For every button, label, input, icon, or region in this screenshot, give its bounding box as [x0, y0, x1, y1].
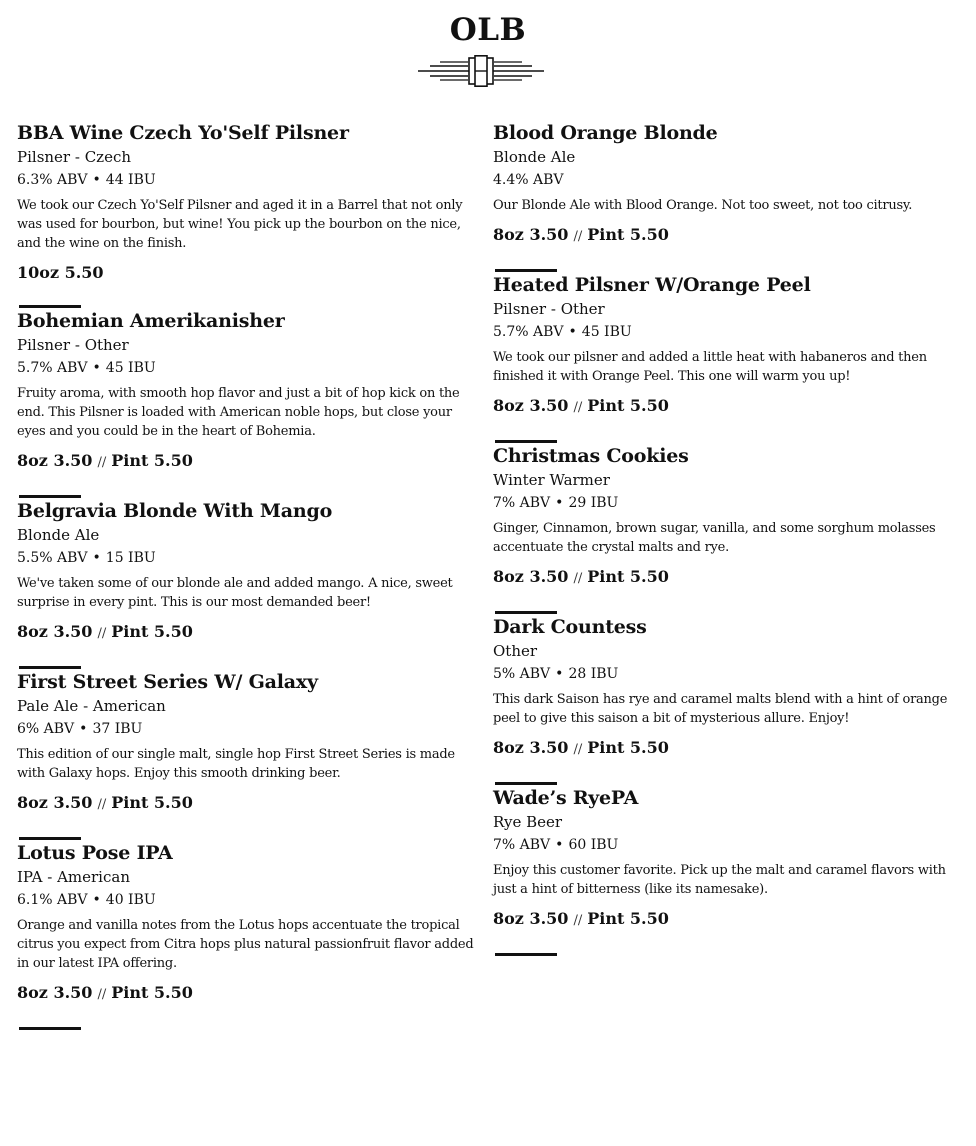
- beer-name: Blood Orange Blonde: [493, 122, 718, 144]
- beer-stats: [17, 546, 477, 570]
- beer-name: Heated Pilsner W/Orange Peel: [493, 274, 811, 296]
- beer-item: [493, 785, 953, 956]
- price-separator: //: [573, 913, 583, 928]
- beer-description: Orange and vanilla notes from the Lotus hops accentuate the tropical citrus you expect from Citra hops plus natural passionfruit flavor added in our latest IPA offering.: [17, 918, 474, 971]
- beer-item: [17, 669, 477, 840]
- price-separator: //: [97, 797, 107, 812]
- beer-name: Christmas Cookies: [493, 445, 689, 467]
- beer-description: Ginger, Cinnamon, brown sugar, vanilla, and some sorghum molasses accentuate the crystal malts and rye.: [493, 521, 936, 555]
- price-small: 8oz 3.50: [17, 622, 93, 641]
- left-column: [17, 120, 477, 1030]
- beer-description: This dark Saison has rye and caramel malts blend with a hint of orange peel to give this saison a bit of mysterious allure. Enjoy!: [493, 692, 948, 726]
- beer-abv: 4.4% ABV: [493, 172, 564, 188]
- price-large: Pint 5.50: [587, 567, 669, 586]
- beer-name: Wade’s RyePA: [493, 787, 639, 809]
- beer-name: Dark Countess: [493, 616, 647, 638]
- beer-item: [17, 308, 477, 498]
- price-separator: //: [97, 626, 107, 641]
- beer-ibu: 29 IBU: [568, 495, 619, 511]
- beer-price: [17, 792, 477, 816]
- stat-separator: •: [79, 721, 88, 737]
- beer-price: [17, 621, 477, 645]
- beer-item: [17, 120, 477, 308]
- stat-separator: •: [555, 495, 564, 511]
- right-column: [493, 120, 953, 956]
- beer-stats: [493, 168, 953, 192]
- price-small: 8oz 3.50: [493, 396, 569, 415]
- beer-description: We took our pilsner and added a little heat with habaneros and then finished it with Orange Peel. This one will warm you up!: [493, 350, 927, 384]
- beer-price: [493, 395, 953, 419]
- beer-ibu: 45 IBU: [105, 360, 156, 376]
- price-large: Pint 5.50: [587, 909, 669, 928]
- beer-item: [493, 120, 953, 272]
- beer-description: This edition of our single malt, single hop First Street Series is made with Galaxy hops. Enjoy this smooth drinking beer.: [17, 747, 455, 781]
- beer-style: Winter Warmer: [493, 471, 610, 489]
- price-separator: //: [573, 571, 583, 586]
- price-large: Pint 5.50: [587, 396, 669, 415]
- item-divider: [19, 1027, 81, 1030]
- price-small: 8oz 3.50: [493, 225, 569, 244]
- stat-separator: •: [92, 360, 101, 376]
- beer-item: [493, 272, 953, 443]
- beer-item: [17, 498, 477, 669]
- beer-style: Pilsner - Other: [17, 336, 129, 354]
- price-small: 8oz 3.50: [17, 451, 93, 470]
- beer-price: [493, 908, 953, 932]
- beer-name: Lotus Pose IPA: [17, 842, 173, 864]
- beer-name: BBA Wine Czech Yo'Self Pilsner: [17, 122, 349, 144]
- price-large: Pint 5.50: [587, 738, 669, 757]
- beer-description: Enjoy this customer favorite. Pick up the malt and caramel flavors with just a hint of bitterness (like its namesake).: [493, 863, 946, 897]
- beer-stats: [17, 356, 477, 380]
- beer-stats: [17, 888, 477, 912]
- beer-stats: [493, 320, 953, 344]
- beer-name: First Street Series W/ Galaxy: [17, 671, 318, 693]
- beer-ibu: 37 IBU: [92, 721, 143, 737]
- beer-style: Pale Ale - American: [17, 697, 166, 715]
- stat-separator: •: [92, 892, 101, 908]
- price-small: 8oz 3.50: [493, 909, 569, 928]
- beer-abv: 7% ABV: [493, 837, 551, 853]
- price-separator: //: [573, 742, 583, 757]
- beer-item: [17, 840, 477, 1030]
- stat-separator: •: [555, 666, 564, 682]
- beer-ibu: 15 IBU: [105, 550, 156, 566]
- brand-title: OLB: [449, 12, 527, 48]
- beer-style: Blonde Ale: [17, 526, 100, 544]
- beer-ibu: 45 IBU: [581, 324, 632, 340]
- beer-style: Other: [493, 642, 538, 660]
- stat-separator: •: [568, 324, 577, 340]
- beer-item: [493, 614, 953, 785]
- beer-abv: 5.7% ABV: [493, 324, 564, 340]
- beer-price: [493, 224, 953, 248]
- beer-price: [17, 262, 477, 284]
- price-large: Pint 5.50: [587, 225, 669, 244]
- beer-stats: [493, 833, 953, 857]
- price-small: 10oz 5.50: [17, 263, 104, 282]
- beer-style: Blonde Ale: [493, 148, 576, 166]
- beer-description: Our Blonde Ale with Blood Orange. Not too sweet, not too citrusy.: [493, 198, 913, 213]
- price-separator: //: [97, 455, 107, 470]
- beer-style: IPA - American: [17, 868, 130, 886]
- brand-ornament-icon: [418, 55, 544, 87]
- beer-style: Pilsner - Other: [493, 300, 605, 318]
- beer-description: We've taken some of our blonde ale and added mango. A nice, sweet surprise in every pint. This is our most demanded beer!: [17, 576, 453, 610]
- beer-abv: 5% ABV: [493, 666, 551, 682]
- beer-ibu: 28 IBU: [568, 666, 619, 682]
- beer-abv: 5.5% ABV: [17, 550, 88, 566]
- beer-price: [493, 737, 953, 761]
- price-large: Pint 5.50: [111, 983, 193, 1002]
- beer-price: [17, 982, 477, 1006]
- beer-ibu: 44 IBU: [105, 172, 156, 188]
- beer-name: Belgravia Blonde With Mango: [17, 500, 333, 522]
- beer-abv: 6.1% ABV: [17, 892, 88, 908]
- price-large: Pint 5.50: [111, 451, 193, 470]
- beer-stats: [493, 491, 953, 515]
- beer-price: [17, 450, 477, 474]
- beer-abv: 6% ABV: [17, 721, 75, 737]
- price-small: 8oz 3.50: [493, 567, 569, 586]
- price-small: 8oz 3.50: [17, 983, 93, 1002]
- beer-stats: [17, 717, 477, 741]
- price-separator: //: [97, 987, 107, 1002]
- beer-ibu: 60 IBU: [568, 837, 619, 853]
- beer-stats: [493, 662, 953, 686]
- beer-item: [493, 443, 953, 614]
- beer-ibu: 40 IBU: [105, 892, 156, 908]
- price-separator: //: [573, 229, 583, 244]
- price-separator: //: [573, 400, 583, 415]
- beer-abv: 6.3% ABV: [17, 172, 88, 188]
- price-small: 8oz 3.50: [493, 738, 569, 757]
- beer-name: Bohemian Amerikanisher: [17, 310, 285, 332]
- price-large: Pint 5.50: [111, 793, 193, 812]
- beer-description: Fruity aroma, with smooth hop flavor and just a bit of hop kick on the end. This Pilsner is loaded with American noble hops, but close your eyes and you could be in the heart of Bohemia.: [17, 386, 460, 439]
- beer-price: [493, 566, 953, 590]
- stat-separator: •: [555, 837, 564, 853]
- beer-abv: 5.7% ABV: [17, 360, 88, 376]
- beer-style: Rye Beer: [493, 813, 563, 831]
- beer-stats: [17, 168, 477, 192]
- item-divider: [495, 953, 557, 956]
- stat-separator: •: [92, 172, 101, 188]
- stat-separator: •: [92, 550, 101, 566]
- price-large: Pint 5.50: [111, 622, 193, 641]
- beer-abv: 7% ABV: [493, 495, 551, 511]
- price-small: 8oz 3.50: [17, 793, 93, 812]
- beer-style: Pilsner - Czech: [17, 148, 132, 166]
- beer-description: We took our Czech Yo'Self Pilsner and aged it in a Barrel that not only was used for bourbon, but wine! You pick up the bourbon on the nice, and the wine on the finish.: [17, 198, 463, 251]
